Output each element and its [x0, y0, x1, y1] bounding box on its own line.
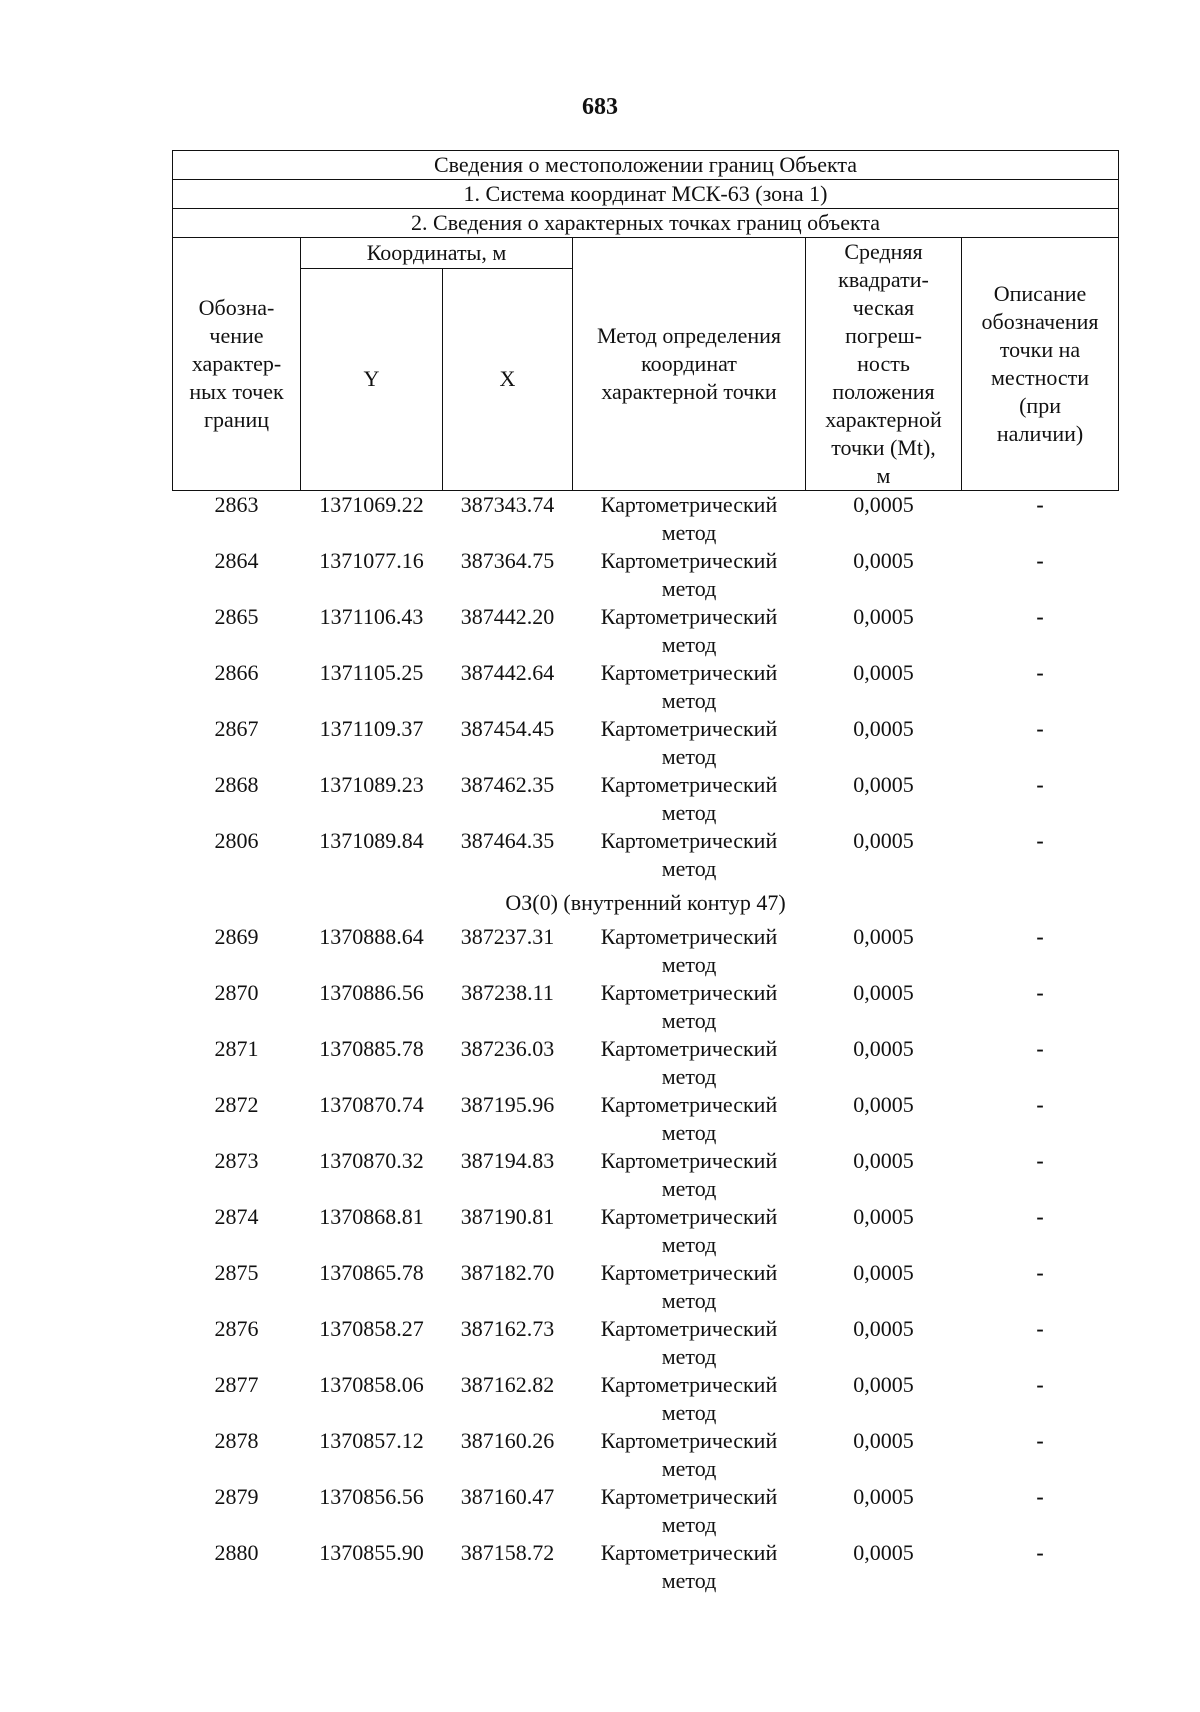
cell-error: 0,0005: [853, 1540, 914, 1565]
table-title: Сведения о местоположении границ Объекта: [173, 151, 1119, 180]
cell-error: 0,0005: [853, 1484, 914, 1509]
cell-point-id: 2872: [214, 1092, 259, 1117]
cell-description: -: [1036, 1540, 1044, 1565]
cell-description: -: [1036, 1036, 1044, 1061]
cell-x: 387454.45: [460, 716, 555, 741]
cell-method: Картометрический метод: [600, 1316, 778, 1369]
cell-x: 387364.75: [460, 548, 555, 573]
cell-description: -: [1036, 1316, 1044, 1341]
cell-y: 1370858.27: [319, 1316, 424, 1341]
cell-method: Картометрический метод: [600, 1540, 778, 1593]
cell-y: 1371069.22: [319, 492, 424, 517]
table-row: [173, 1259, 1119, 1315]
cell-description: -: [1036, 548, 1044, 573]
cell-x: 387462.35: [460, 772, 555, 797]
cell-error: 0,0005: [853, 1428, 914, 1453]
cell-point-id: 2865: [214, 604, 259, 629]
cell-x: 387237.31: [460, 924, 555, 949]
cell-x: 387162.82: [460, 1372, 555, 1397]
cell-y: 1370855.90: [319, 1540, 424, 1565]
cell-method: Картометрический метод: [600, 1148, 778, 1201]
cell-point-id: 2874: [214, 1204, 259, 1229]
cell-x: 387464.35: [460, 828, 555, 853]
table-body-inner-contour: [173, 923, 1119, 1595]
table-row: [173, 979, 1119, 1035]
cell-description: -: [1036, 1428, 1044, 1453]
section-label: ОЗ(0) (внутренний контур 47): [505, 890, 786, 915]
table-row: [173, 1091, 1119, 1147]
cell-y: 1371077.16: [319, 548, 424, 573]
cell-method: Картометрический метод: [600, 492, 778, 545]
cell-x: 387160.26: [460, 1428, 555, 1453]
cell-point-id: 2866: [214, 660, 259, 685]
cell-description: -: [1036, 828, 1044, 853]
cell-description: -: [1036, 1148, 1044, 1173]
cell-y: 1370886.56: [319, 980, 424, 1005]
cell-description: -: [1036, 772, 1044, 797]
cell-y: 1371089.23: [319, 772, 424, 797]
table-row: [173, 1315, 1119, 1371]
table-row: [173, 547, 1119, 603]
cell-y: 1370865.78: [319, 1260, 424, 1285]
coordinate-system-title: 1. Система координат МСК-63 (зона 1): [173, 180, 1119, 209]
cell-y: 1370870.74: [319, 1092, 424, 1117]
cell-method: Картометрический метод: [600, 1204, 778, 1257]
cell-error: 0,0005: [853, 548, 914, 573]
table-row: [173, 1371, 1119, 1427]
header-description: Описание обозначения точки на местности (при наличии): [962, 238, 1119, 491]
cell-y: 1370857.12: [319, 1428, 424, 1453]
cell-x: 387442.20: [460, 604, 555, 629]
cell-y: 1370888.64: [319, 924, 424, 949]
cell-error: 0,0005: [853, 492, 914, 517]
cell-y: 1370885.78: [319, 1036, 424, 1061]
table-row: [173, 771, 1119, 827]
cell-x: 387160.47: [460, 1484, 555, 1509]
cell-point-id: 2870: [214, 980, 259, 1005]
cell-description: -: [1036, 604, 1044, 629]
section-divider: [173, 883, 1119, 923]
table-body-outer-contour: [173, 491, 1119, 884]
cell-error: 0,0005: [853, 1092, 914, 1117]
header-method: Метод определения координат характерной точки: [573, 238, 806, 491]
table-row: [173, 1427, 1119, 1483]
cell-error: 0,0005: [853, 924, 914, 949]
table-row: [173, 659, 1119, 715]
cell-description: -: [1036, 1372, 1044, 1397]
table-row: [173, 827, 1119, 883]
cell-point-id: 2875: [214, 1260, 259, 1285]
cell-y: 1371089.84: [319, 828, 424, 853]
cell-point-id: 2806: [214, 828, 259, 853]
cell-point-id: 2878: [214, 1428, 259, 1453]
cell-method: Картометрический метод: [600, 772, 778, 825]
cell-method: Картометрический метод: [600, 1372, 778, 1425]
cell-description: -: [1036, 1092, 1044, 1117]
cell-method: Картометрический метод: [600, 716, 778, 769]
cell-y: 1370858.06: [319, 1372, 424, 1397]
cell-point-id: 2873: [214, 1148, 259, 1173]
boundary-points-table: [172, 150, 1119, 1595]
cell-description: -: [1036, 492, 1044, 517]
header-y: Y: [301, 268, 443, 490]
cell-method: Картометрический метод: [600, 1484, 778, 1537]
cell-point-id: 2871: [214, 1036, 259, 1061]
cell-point-id: 2863: [214, 492, 259, 517]
cell-point-id: 2869: [214, 924, 259, 949]
cell-point-id: 2876: [214, 1316, 259, 1341]
cell-method: Картометрический метод: [600, 828, 778, 881]
cell-point-id: 2868: [214, 772, 259, 797]
cell-description: -: [1036, 1484, 1044, 1509]
cell-error: 0,0005: [853, 1316, 914, 1341]
cell-y: 1371106.43: [319, 604, 424, 629]
header-error: Средняя квадрати- ческая погреш- ность положения характерной точки (Mt), м: [806, 238, 962, 491]
cell-method: Картометрический метод: [600, 1260, 778, 1313]
cell-error: 0,0005: [853, 604, 914, 629]
cell-x: 387190.81: [460, 1204, 555, 1229]
cell-x: 387194.83: [460, 1148, 555, 1173]
cell-method: Картометрический метод: [600, 1036, 778, 1089]
cell-description: -: [1036, 660, 1044, 685]
page-number: 683: [582, 94, 618, 120]
cell-description: -: [1036, 716, 1044, 741]
cell-method: Картометрический метод: [600, 924, 778, 977]
cell-point-id: 2880: [214, 1540, 259, 1565]
cell-y: 1370870.32: [319, 1148, 424, 1173]
table-row: [173, 1483, 1119, 1539]
table-row: [173, 1035, 1119, 1091]
table-row: [173, 1147, 1119, 1203]
cell-error: 0,0005: [853, 1204, 914, 1229]
table-row: [173, 603, 1119, 659]
table-row: [173, 1203, 1119, 1259]
cell-point-id: 2877: [214, 1372, 259, 1397]
cell-x: 387195.96: [460, 1092, 555, 1117]
table-row: [173, 1539, 1119, 1595]
table-row: [173, 715, 1119, 771]
cell-description: -: [1036, 1204, 1044, 1229]
cell-method: Картометрический метод: [600, 1428, 778, 1481]
cell-method: Картометрический метод: [600, 1092, 778, 1145]
cell-error: 0,0005: [853, 1260, 914, 1285]
cell-x: 387162.73: [460, 1316, 555, 1341]
cell-x: 387343.74: [460, 492, 555, 517]
cell-point-id: 2879: [214, 1484, 259, 1509]
cell-y: 1371109.37: [319, 716, 424, 741]
cell-point-id: 2864: [214, 548, 259, 573]
header-coordinates: Координаты, м: [301, 238, 573, 269]
cell-x: 387182.70: [460, 1260, 555, 1285]
cell-point-id: 2867: [214, 716, 259, 741]
header-designation: Обозна- чение характер- ных точек границ: [173, 238, 301, 491]
table-row: [173, 923, 1119, 979]
cell-error: 0,0005: [853, 1372, 914, 1397]
cell-method: Картометрический метод: [600, 660, 778, 713]
cell-x: 387442.64: [460, 660, 555, 685]
cell-error: 0,0005: [853, 772, 914, 797]
cell-method: Картометрический метод: [600, 604, 778, 657]
cell-y: 1370868.81: [319, 1204, 424, 1229]
cell-description: -: [1036, 924, 1044, 949]
cell-error: 0,0005: [853, 828, 914, 853]
cell-error: 0,0005: [853, 716, 914, 741]
cell-description: -: [1036, 1260, 1044, 1285]
cell-method: Картометрический метод: [600, 548, 778, 601]
cell-x: 387238.11: [461, 980, 554, 1005]
header-x: X: [443, 268, 573, 490]
points-section-title: 2. Сведения о характерных точках границ объекта: [173, 209, 1119, 238]
table-row: [173, 491, 1119, 548]
cell-error: 0,0005: [853, 980, 914, 1005]
cell-description: -: [1036, 980, 1044, 1005]
cell-y: 1370856.56: [319, 1484, 424, 1509]
cell-error: 0,0005: [853, 1036, 914, 1061]
cell-method: Картометрический метод: [600, 980, 778, 1033]
cell-error: 0,0005: [853, 660, 914, 685]
cell-y: 1371105.25: [319, 660, 424, 685]
cell-x: 387236.03: [460, 1036, 555, 1061]
cell-x: 387158.72: [460, 1540, 555, 1565]
cell-error: 0,0005: [853, 1148, 914, 1173]
